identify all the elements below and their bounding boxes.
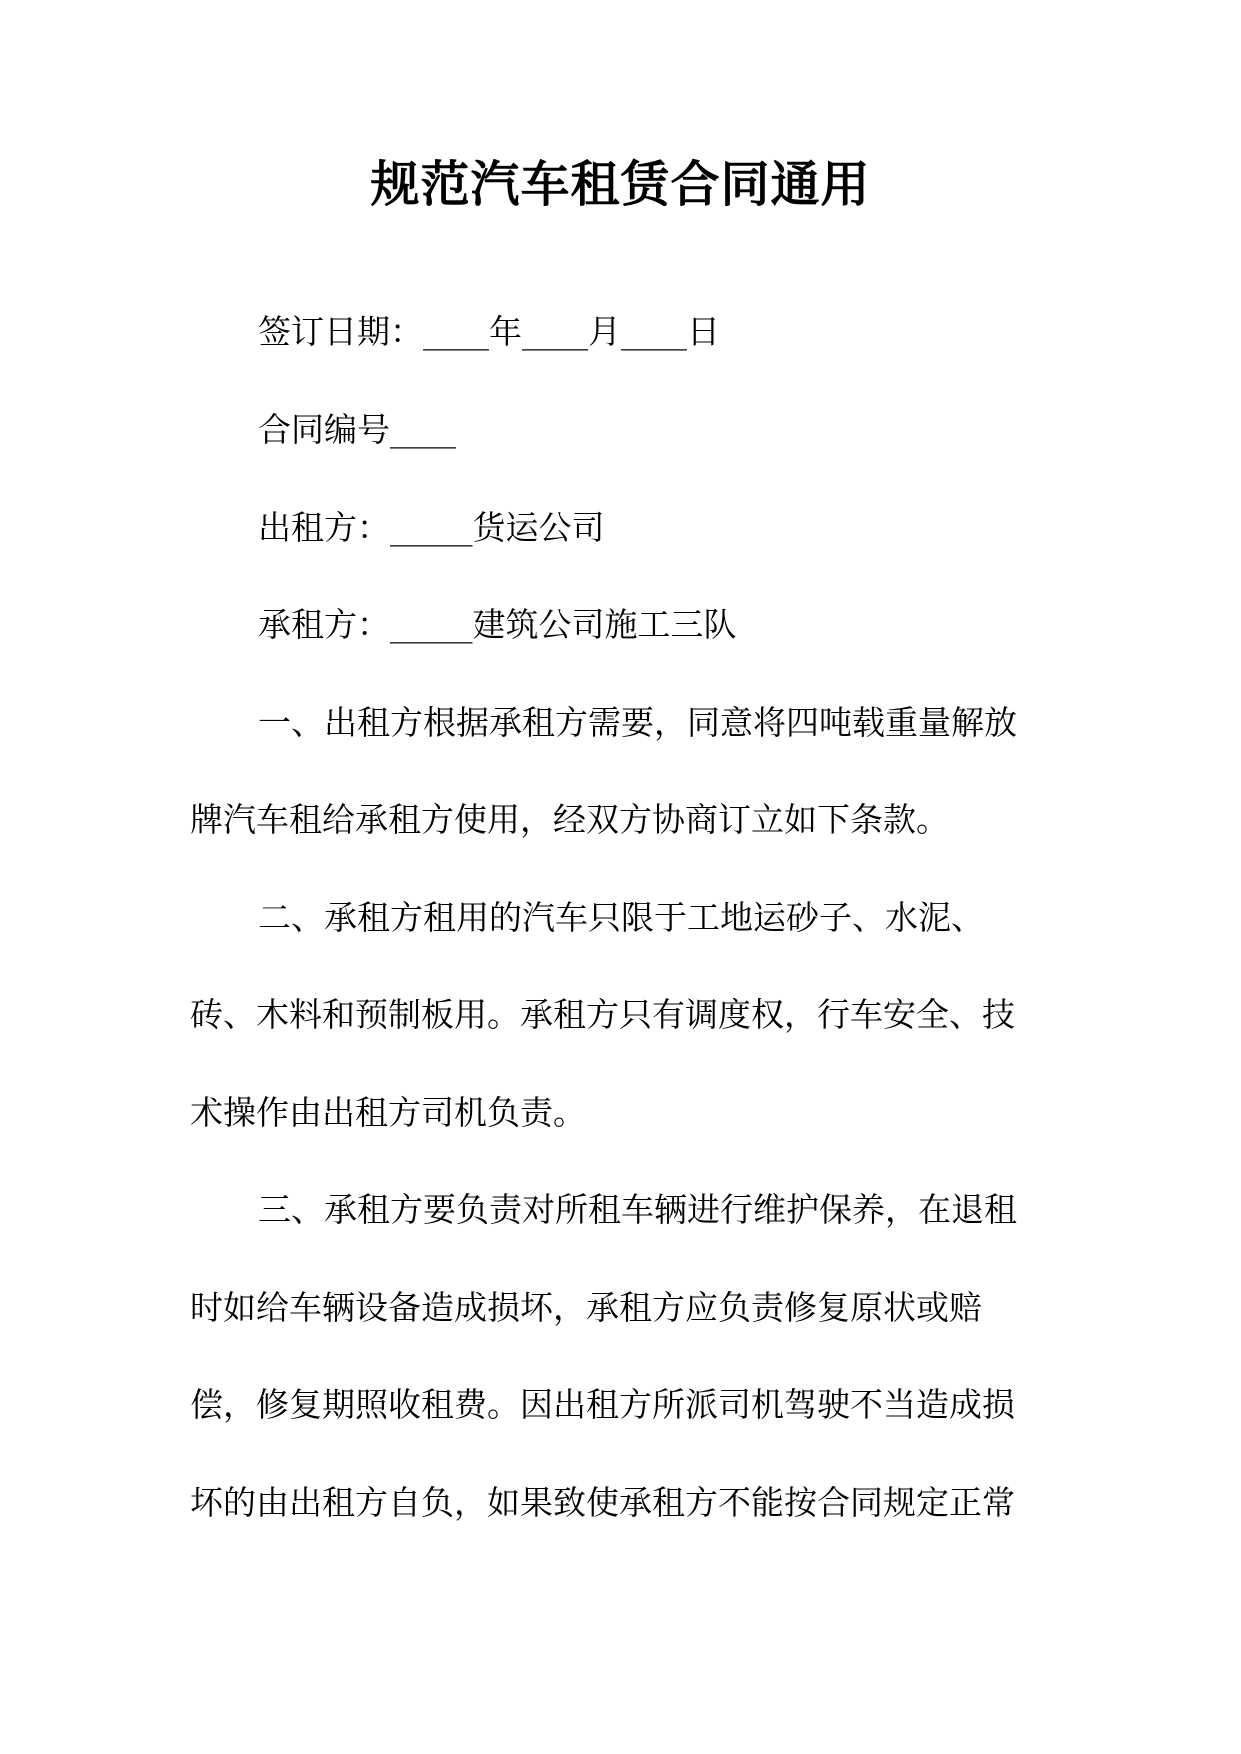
clause-3-line-1: 三、承租方要负责对所租车辆进行维护保养，在退租 bbox=[258, 1190, 1017, 1229]
clause-3-line-3: 偿，修复期照收租费。因出租方所派司机驾驶不当造成损 bbox=[190, 1385, 1015, 1424]
clause-1-line-1: 一、出租方根据承租方需要，同意将四吨载重量解放 bbox=[258, 703, 1017, 742]
clause-2-line-3: 术操作由出租方司机负责。 bbox=[190, 1093, 586, 1132]
clause-2-line-1: 二、承租方租用的汽车只限于工地运砂子、水泥、 bbox=[258, 898, 984, 937]
clause-1-line-2: 牌汽车租给承租方使用，经双方协商订立如下条款。 bbox=[190, 800, 949, 839]
contract-number-line: 合同编号____ bbox=[258, 410, 456, 449]
lessee-line: 承租方：_____建筑公司施工三队 bbox=[258, 605, 737, 644]
clause-3-line-2: 时如给车辆设备造成损坏，承租方应负责修复原状或赔 bbox=[190, 1288, 982, 1327]
clause-3-line-4: 坏的由出租方自负，如果致使承租方不能按合同规定正常 bbox=[190, 1483, 1015, 1522]
clause-2-line-2: 砖、木料和预制板用。承租方只有调度权，行车安全、技 bbox=[190, 995, 1015, 1034]
document-title: 规范汽车租赁合同通用 bbox=[370, 155, 871, 213]
sign-date-line: 签订日期：____年____月____日 bbox=[258, 312, 720, 351]
lessor-line: 出租方：_____货运公司 bbox=[258, 508, 605, 547]
